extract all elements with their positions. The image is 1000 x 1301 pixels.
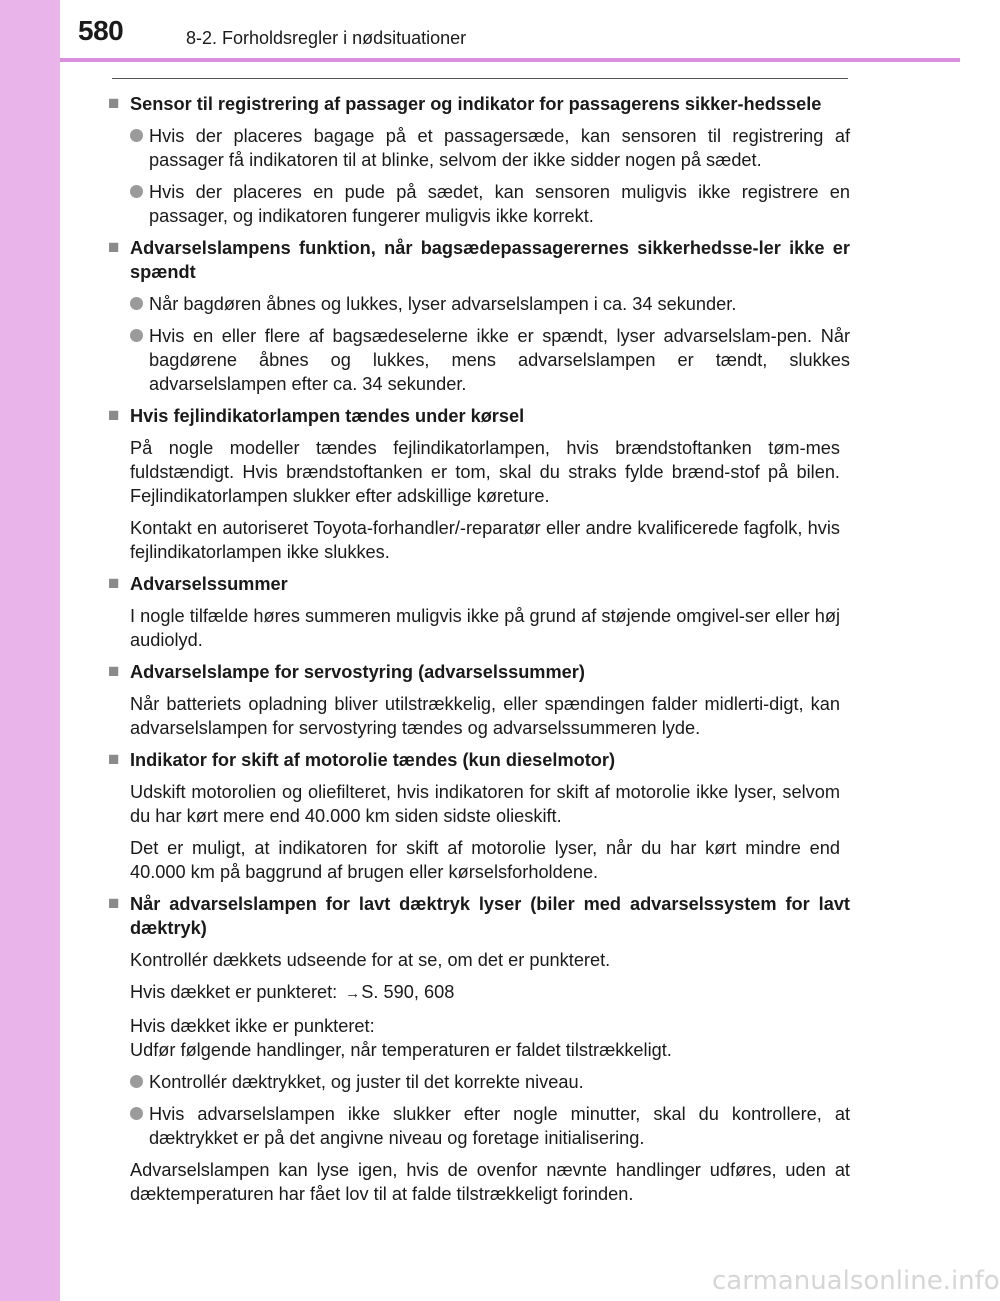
square-bullet-icon: ■ [108,237,120,258]
list-item: Hvis der placeres bagage på et passagersæde, kan sensoren til registrering af passager få indikatoren til at blinke, selvom der ikke sidder nogen på sædet. [108,124,850,172]
section-rear-seatbelt-warning [108,236,850,396]
page-number: 580 [78,15,124,46]
square-bullet-icon: ■ [108,573,120,594]
main-content [108,92,850,1214]
section-title: 8-2. Forholdsregler i nødsituationer [186,28,467,48]
section-warning-buzzer [108,572,850,652]
circle-bullet-icon [130,180,149,194]
paragraph: Advarselslampen kan lyse igen, hvis de ovenfor nævnte handlinger udføres, uden at dæktemperaturen har fået lov til at falde tilstrækkeligt forinden. [130,1160,850,1204]
section-engine-oil-indicator [108,748,850,884]
header-divider [60,58,960,62]
section-heading: ■ Sensor til registrering af passager og indikator for passagerens sikker-hedssele [108,93,822,114]
list-item: Når bagdøren åbnes og lukkes, lyser advarselslampen i ca. 34 sekunder. [108,292,850,316]
circle-bullet-icon [130,292,149,306]
section-heading: ■ Advarselslampe for servostyring (advarselssummer) [108,661,585,682]
square-bullet-icon: ■ [108,405,120,426]
section-malfunction-indicator [108,404,850,564]
side-color-strip [0,0,60,1301]
section-heading: ■ Hvis fejlindikatorlampen tændes under kørsel [108,405,525,426]
paragraph: I nogle tilfælde høres summeren muligvis ikke på grund af støjende omgivel-ser eller høj audiolyd. [130,606,840,650]
section-heading: ■ Når advarselslampen for lavt dæktryk lyser (biler med advarselssystem for lavt dæktryk) [108,893,850,938]
circle-bullet-icon [130,324,149,338]
paragraph: På nogle modeller tændes fejlindikatorlampen, hvis brændstoftanken tøm-mes fuldstændigt. Hvis brændstoftanken er tom, skal du straks fylde brænd-stof på bilen. Fejlindikatorlampen slukker efter adskillige køreture. [130,438,840,506]
section-heading: ■ Indikator for skift af motorolie tændes (kun dieselmotor) [108,749,616,770]
section-heading: ■ Advarselslampens funktion, når bagsædepassagerernes sikkerhedsse-ler ikke er spændt [108,237,850,282]
circle-bullet-icon [130,1070,149,1084]
section-passenger-sensor [108,92,850,228]
watermark: carmanualsonline.info [712,1266,1000,1296]
arrow-right-icon: → [345,985,361,1002]
paragraph: Hvis dækket ikke er punkteret: Udfør følgende handlinger, når temperaturen er faldet tilstrækkeligt. [130,1016,672,1060]
paragraph: Udskift motorolien og oliefilteret, hvis indikatoren for skift af motorolie ikke lyser, selvom du har kørt mere end 40.000 km siden sidste olieskift. [130,782,840,826]
circle-bullet-icon [130,124,149,138]
square-bullet-icon: ■ [108,661,120,682]
square-bullet-icon: ■ [108,893,120,914]
section-power-steering [108,660,850,740]
list-item: Hvis en eller flere af bagsædeselerne ikke er spændt, lyser advarselslam-pen. Når bagdørene åbnes og lukkes, mens advarselslampen er tændt, slukkes advarselslampen efter ca. 34 sekunder. [108,324,850,396]
paragraph: Det er muligt, at indikatoren for skift af motorolie lyser, når du har kørt mindre end 40.000 km på baggrund af brugen eller kørselsforholdene. [130,838,840,882]
circle-bullet-icon [130,1102,149,1116]
list-item: Kontrollér dæktrykket, og juster til det korrekte niveau. [108,1070,850,1094]
section-tire-pressure [108,892,850,1206]
list-item: Hvis der placeres en pude på sædet, kan sensoren muligvis ikke registrere en passager, og indikatoren fungerer muligvis ikke korrekt. [108,180,850,228]
square-bullet-icon: ■ [108,749,120,770]
paragraph-page-reference: Hvis dækket er punkteret: →S. 590, 608 [130,982,455,1002]
list-item: Hvis advarselslampen ikke slukker efter nogle minutter, skal du kontrollere, at dæktrykket er på det angivne niveau og foretage initialisering. [108,1102,850,1150]
content-divider [112,78,848,79]
paragraph: Kontakt en autoriseret Toyota-forhandler/-reparatør eller andre kvalificerede fagfolk, hvis fejlindikatorlampen ikke slukkes. [130,518,840,562]
paragraph: Når batteriets opladning bliver utilstrækkelig, eller spændingen falder midlerti-digt, kan advarselslampen for servostyring tændes og advarselssummeren lyde. [130,694,840,738]
page-reference-link[interactable]: S. 590, 608 [361,982,455,1002]
section-heading: ■ Advarselssummer [108,573,288,594]
paragraph: Kontrollér dækkets udseende for at se, om det er punkteret. [130,950,611,970]
square-bullet-icon: ■ [108,93,120,114]
